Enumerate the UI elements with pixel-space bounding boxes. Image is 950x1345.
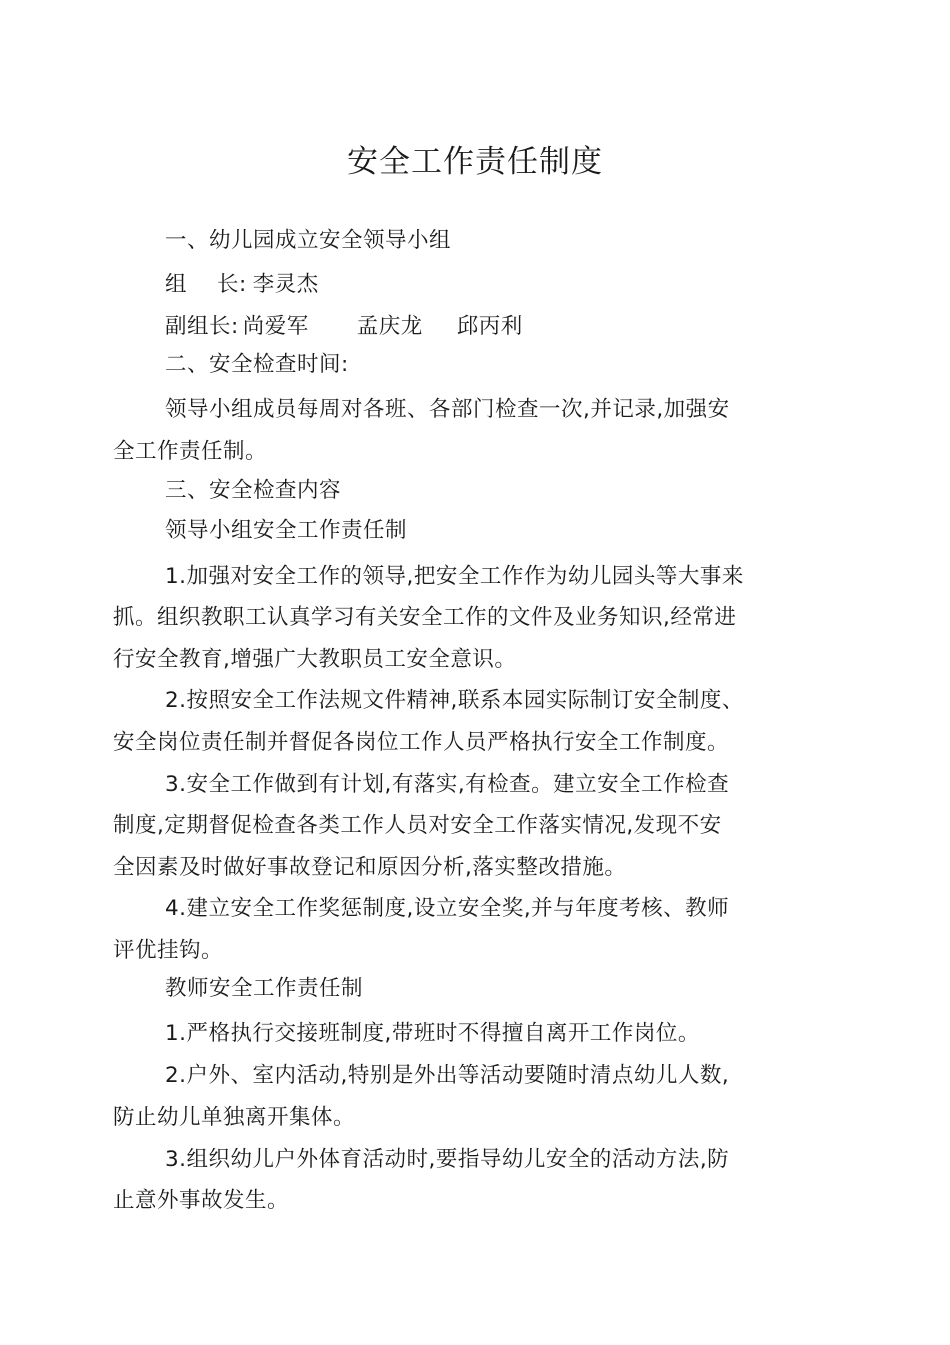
list-item-line: 全因素及时做好事故登记和原因分析,落实整改措施。 (113, 855, 627, 880)
list-item-line: 防止幼儿单独离开集体。 (113, 1105, 356, 1130)
section-3-heading: 三、安全检查内容 (165, 478, 342, 503)
list-item-line: 制度,定期督促检查各类工作人员对安全工作落实情况,发现不安 (113, 813, 722, 838)
deputy-name-2: 孟庆龙 (356, 314, 423, 339)
deputy-line (165, 312, 523, 342)
list-item-line: 行安全教育,增强广大教职员工安全意识。 (113, 647, 517, 672)
subsection-heading: 领导小组安全工作责任制 (165, 518, 408, 543)
list-item-line: 评优挂钩。 (113, 938, 224, 963)
deputy-name-1: 尚爱军 (242, 314, 309, 339)
list-item-line: 4.建立安全工作奖惩制度,设立安全奖,并与年度考核、教师 (165, 896, 730, 921)
paragraph-line: 全工作责任制。 (113, 439, 268, 464)
leader-label-a: 组 (165, 272, 188, 297)
list-item-line: 1.严格执行交接班制度,带班时不得擅自离开工作岗位。 (165, 1021, 700, 1046)
list-item-line: 3.组织幼儿户外体育活动时,要指导幼儿安全的活动方法,防 (165, 1147, 730, 1172)
deputy-name-3: 邱丙利 (456, 314, 523, 339)
section-2-heading: 二、安全检查时间: (165, 352, 349, 377)
list-item-line: 2.户外、室内活动,特别是外出等活动要随时清点幼儿人数, (165, 1063, 730, 1088)
page-title: 安全工作责任制度 (347, 144, 603, 180)
subsection-heading: 教师安全工作责任制 (165, 976, 364, 1001)
leader-name: 李灵杰 (252, 272, 319, 297)
section-1-heading: 一、幼儿园成立安全领导小组 (165, 228, 452, 253)
list-item-line: 安全岗位责任制并督促各岗位工作人员严格执行安全工作制度。 (113, 730, 730, 755)
paragraph-line: 领导小组成员每周对各班、各部门检查一次,并记录,加强安 (165, 397, 730, 422)
list-item-line: 止意外事故发生。 (113, 1188, 290, 1213)
list-item-line: 抓。组织教职工认真学习有关安全工作的文件及业务知识,经常进 (113, 605, 737, 630)
leader-line (165, 270, 319, 300)
list-item-line: 1.加强对安全工作的领导,把安全工作作为幼儿园头等大事来 (165, 564, 744, 589)
list-item-line: 2.按照安全工作法规文件精神,联系本园实际制订安全制度、 (165, 688, 744, 713)
list-item-line: 3.安全工作做到有计划,有落实,有检查。建立安全工作检查 (165, 772, 730, 797)
leader-label-b: 长: (217, 272, 247, 297)
deputy-label: 副组长: (165, 314, 239, 339)
